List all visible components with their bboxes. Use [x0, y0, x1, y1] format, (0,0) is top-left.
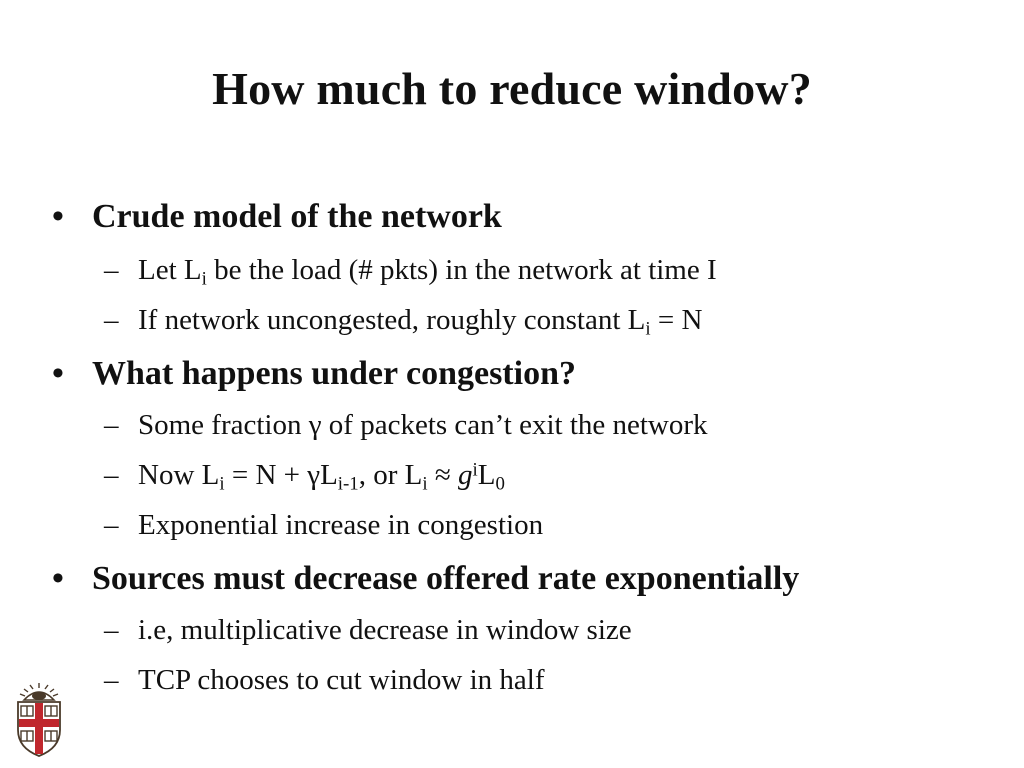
dash: –	[104, 509, 119, 541]
sub-bullet-tcp-half	[104, 666, 545, 695]
dash: –	[104, 409, 119, 441]
bullet-dot: •	[52, 355, 64, 392]
bullet-congestion	[52, 357, 576, 391]
sub-text: Let $L_i$ be the load (# pkts) in the network at time I	[138, 254, 717, 290]
sub-text: If network uncongested, roughly constant $L_i = N$	[138, 304, 703, 340]
page-title: How much to reduce window?	[212, 63, 812, 114]
sub-bullet-load	[104, 254, 717, 290]
dash: –	[104, 459, 119, 491]
sub-bullet-exponential	[104, 511, 543, 540]
university-crest-icon	[14, 682, 64, 758]
bullet-text: Crude model of the network	[92, 198, 502, 235]
bullet-text: What happens under congestion?	[92, 355, 576, 392]
dash: –	[104, 254, 119, 286]
sub-bullet-fraction	[104, 411, 708, 440]
sub-text: Exponential increase in congestion	[138, 509, 544, 541]
bullet-dot: •	[52, 198, 64, 235]
sub-text: Some fraction γ of packets can’t exit the network	[138, 409, 708, 441]
dash: –	[104, 304, 119, 336]
bullet-sources	[52, 562, 799, 596]
dash: –	[104, 664, 119, 696]
sub-bullet-formula	[104, 459, 505, 495]
bullet-dot: •	[52, 560, 64, 597]
sub-bullet-uncongested	[104, 304, 703, 340]
formula-text: Now $L_i = N + \gamma L_{i-1}$, or $L_i \approx g^iL_0$	[138, 459, 505, 495]
sub-bullet-multiplicative	[104, 616, 632, 645]
sub-text: TCP chooses to cut window in half	[138, 664, 545, 696]
bullet-text: Sources must decrease offered rate exponentially	[92, 560, 800, 597]
sub-text: i.e, multiplicative decrease in window size	[138, 614, 632, 646]
bullet-crude-model	[52, 200, 502, 234]
dash: –	[104, 614, 119, 646]
